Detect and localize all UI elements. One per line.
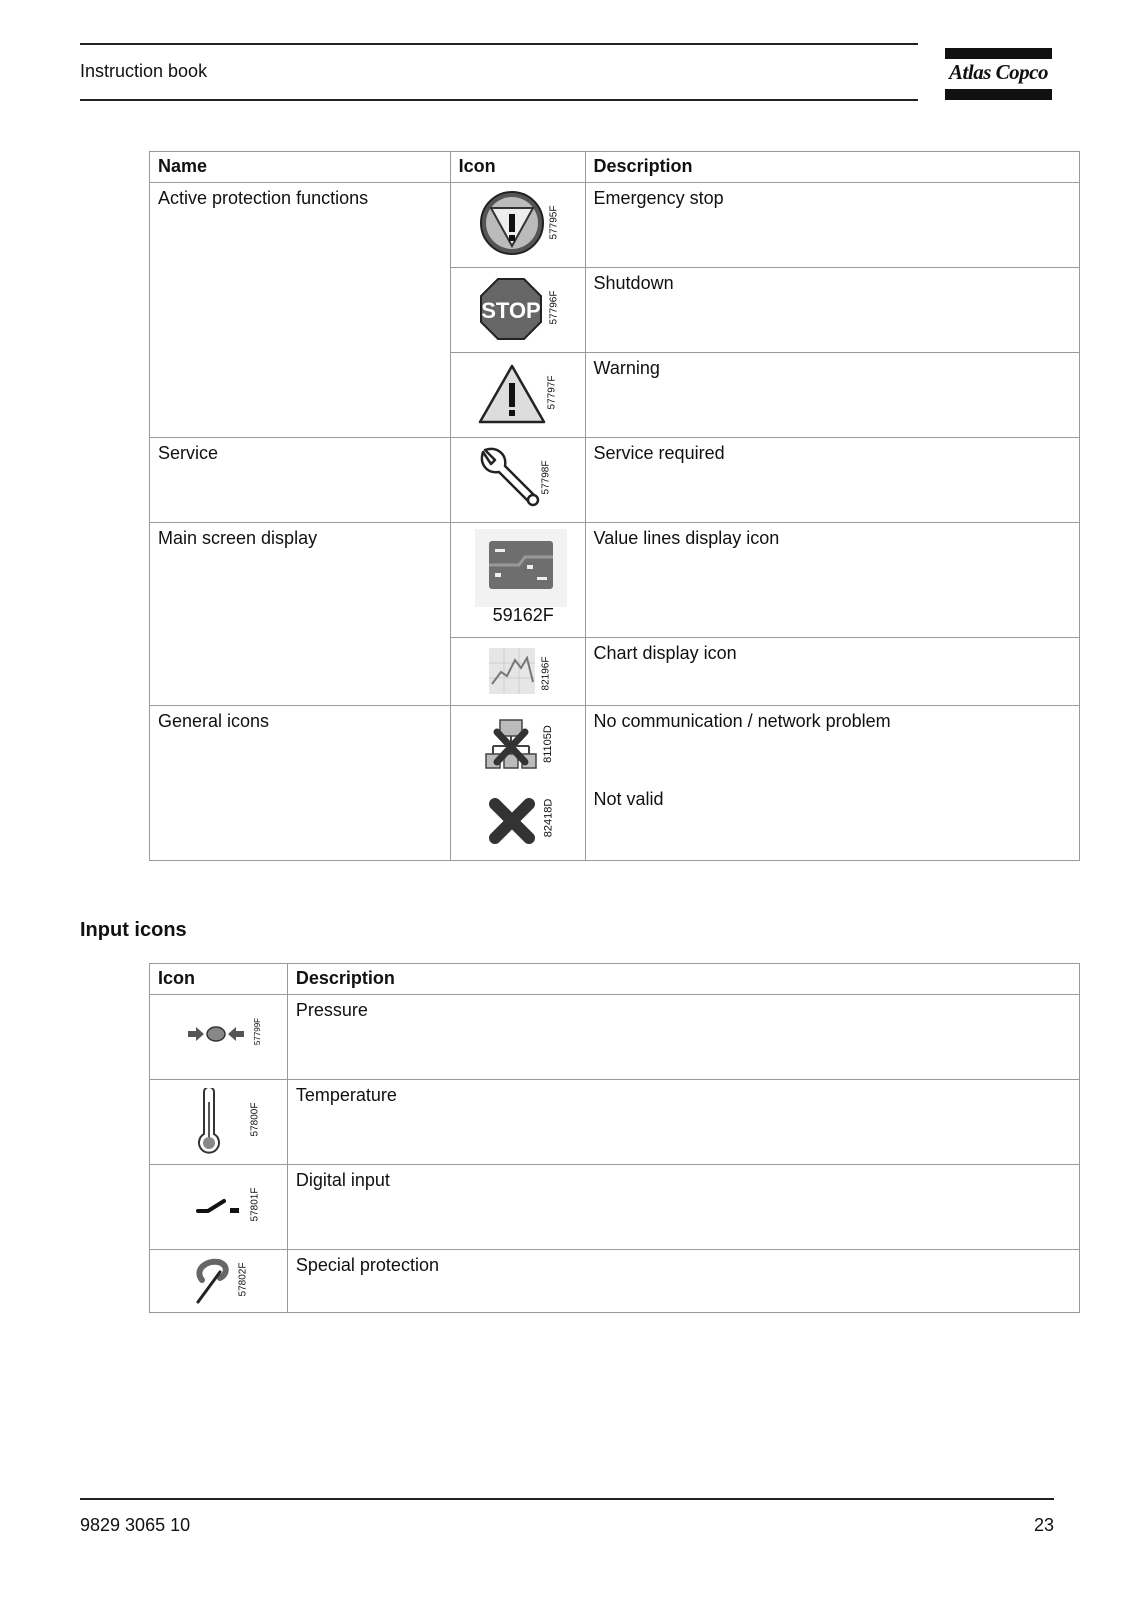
input-icons-table — [149, 963, 1080, 1313]
table-row — [150, 523, 1080, 638]
row-description: Pressure — [287, 995, 1079, 1080]
icon-cell — [450, 784, 585, 861]
icon-cell — [150, 995, 288, 1080]
header-top-rule — [80, 43, 918, 45]
row-description: Warning — [585, 353, 1079, 438]
header-icon: Icon — [450, 152, 585, 183]
row-description: Shutdown — [585, 268, 1079, 353]
icon-code: 57799F — [253, 1017, 263, 1046]
header-bottom-rule — [80, 99, 918, 101]
icon-code: 57801F — [249, 1187, 261, 1222]
emergency-stop-icon — [479, 190, 545, 256]
icon-cell — [450, 268, 585, 353]
row-name: General icons — [150, 706, 451, 861]
table-row — [150, 995, 1080, 1080]
table-row — [150, 706, 1080, 784]
header-title: Instruction book — [80, 61, 208, 81]
footer-doc-number: 9829 3065 10 — [80, 1515, 191, 1535]
icon-code: 57795F — [548, 205, 560, 240]
not-valid-x-icon — [487, 796, 537, 846]
network-problem-icon — [485, 718, 537, 774]
atlas-copco-logo — [945, 48, 1052, 100]
row-description: Digital input — [287, 1165, 1079, 1250]
value-lines-display-icon — [475, 529, 567, 607]
warning-triangle-icon — [477, 363, 547, 425]
footer-page-number: 23 — [1033, 1515, 1054, 1535]
logo-text: Atlas Copco — [949, 60, 1048, 84]
svg-text:STOP: STOP — [480, 298, 541, 323]
row-description: Special protection — [287, 1250, 1079, 1313]
icon-cell — [450, 706, 585, 784]
special-protection-icon — [192, 1258, 232, 1306]
header-name: Name — [150, 152, 451, 183]
digital-input-switch-icon — [196, 1195, 242, 1217]
table-row — [150, 1165, 1080, 1250]
header-description: Description — [585, 152, 1079, 183]
icon-cell — [450, 353, 585, 438]
icon-code: 57796F — [548, 290, 560, 325]
thermometer-icon — [196, 1088, 222, 1156]
icons-table — [149, 151, 1080, 861]
wrench-icon — [477, 442, 552, 514]
icon-cell — [150, 1080, 288, 1165]
icon-cell — [450, 523, 585, 638]
row-description: Not valid — [585, 784, 1079, 861]
chart-display-icon — [489, 648, 535, 694]
icon-cell — [450, 638, 585, 706]
footer-rule — [80, 1498, 1054, 1500]
icon-code: 57802F — [237, 1262, 249, 1297]
icon-cell — [150, 1250, 288, 1313]
row-name: Active protection functions — [150, 183, 451, 438]
icon-cell — [450, 183, 585, 268]
icon-code: 57800F — [249, 1102, 261, 1137]
icon-code: 59162F — [492, 605, 554, 625]
row-description: Value lines display icon — [585, 523, 1079, 638]
table-header-row — [150, 964, 1080, 995]
header-icon: Icon — [150, 964, 288, 995]
row-name: Main screen display — [150, 523, 451, 706]
icon-cell — [450, 438, 585, 523]
icon-code: 82196F — [540, 656, 552, 691]
table-row — [150, 1080, 1080, 1165]
row-description: Emergency stop — [585, 183, 1079, 268]
row-description: Temperature — [287, 1080, 1079, 1165]
table-row — [150, 1250, 1080, 1313]
icon-code: 57798F — [540, 460, 552, 495]
shutdown-stop-icon — [479, 277, 543, 341]
row-description: Chart display icon — [585, 638, 1079, 706]
table-row — [150, 183, 1080, 268]
pressure-icon — [186, 1023, 246, 1045]
row-description: Service required — [585, 438, 1079, 523]
row-name: Service — [150, 438, 451, 523]
table-header-row — [150, 152, 1080, 183]
icon-code: 81105D — [541, 725, 554, 763]
row-description: No communication / network problem — [585, 706, 1079, 784]
section-heading: Input icons — [80, 919, 187, 941]
icon-code: 82418D — [541, 798, 554, 837]
header-description: Description — [287, 964, 1079, 995]
icon-code: 57797F — [546, 375, 558, 410]
icon-cell — [150, 1165, 288, 1250]
table-row — [150, 438, 1080, 523]
